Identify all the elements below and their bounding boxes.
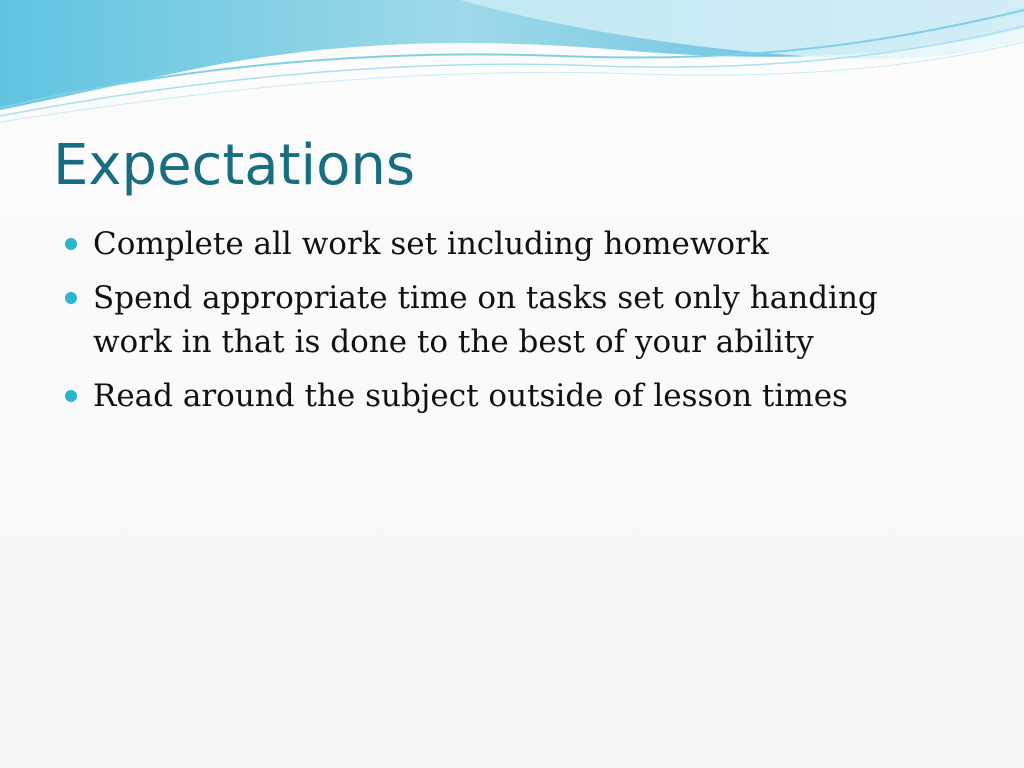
bullet-text: Complete all work set including homework [93,226,769,262]
header-wave-decoration [0,0,1024,130]
bullet-dot-icon [65,292,77,304]
bullet-text: Spend appropriate time on tasks set only handing work in that is done to the best of your ability [93,280,878,360]
bullet-dot-icon [65,238,77,250]
slide-title: Expectations [53,133,416,198]
bullet-item [62,374,942,418]
bullet-list [62,222,942,428]
bullet-dot-icon [65,390,77,402]
bullet-item [62,276,942,364]
bullet-item [62,222,942,266]
bullet-text: Read around the subject outside of lesson times [93,378,848,414]
